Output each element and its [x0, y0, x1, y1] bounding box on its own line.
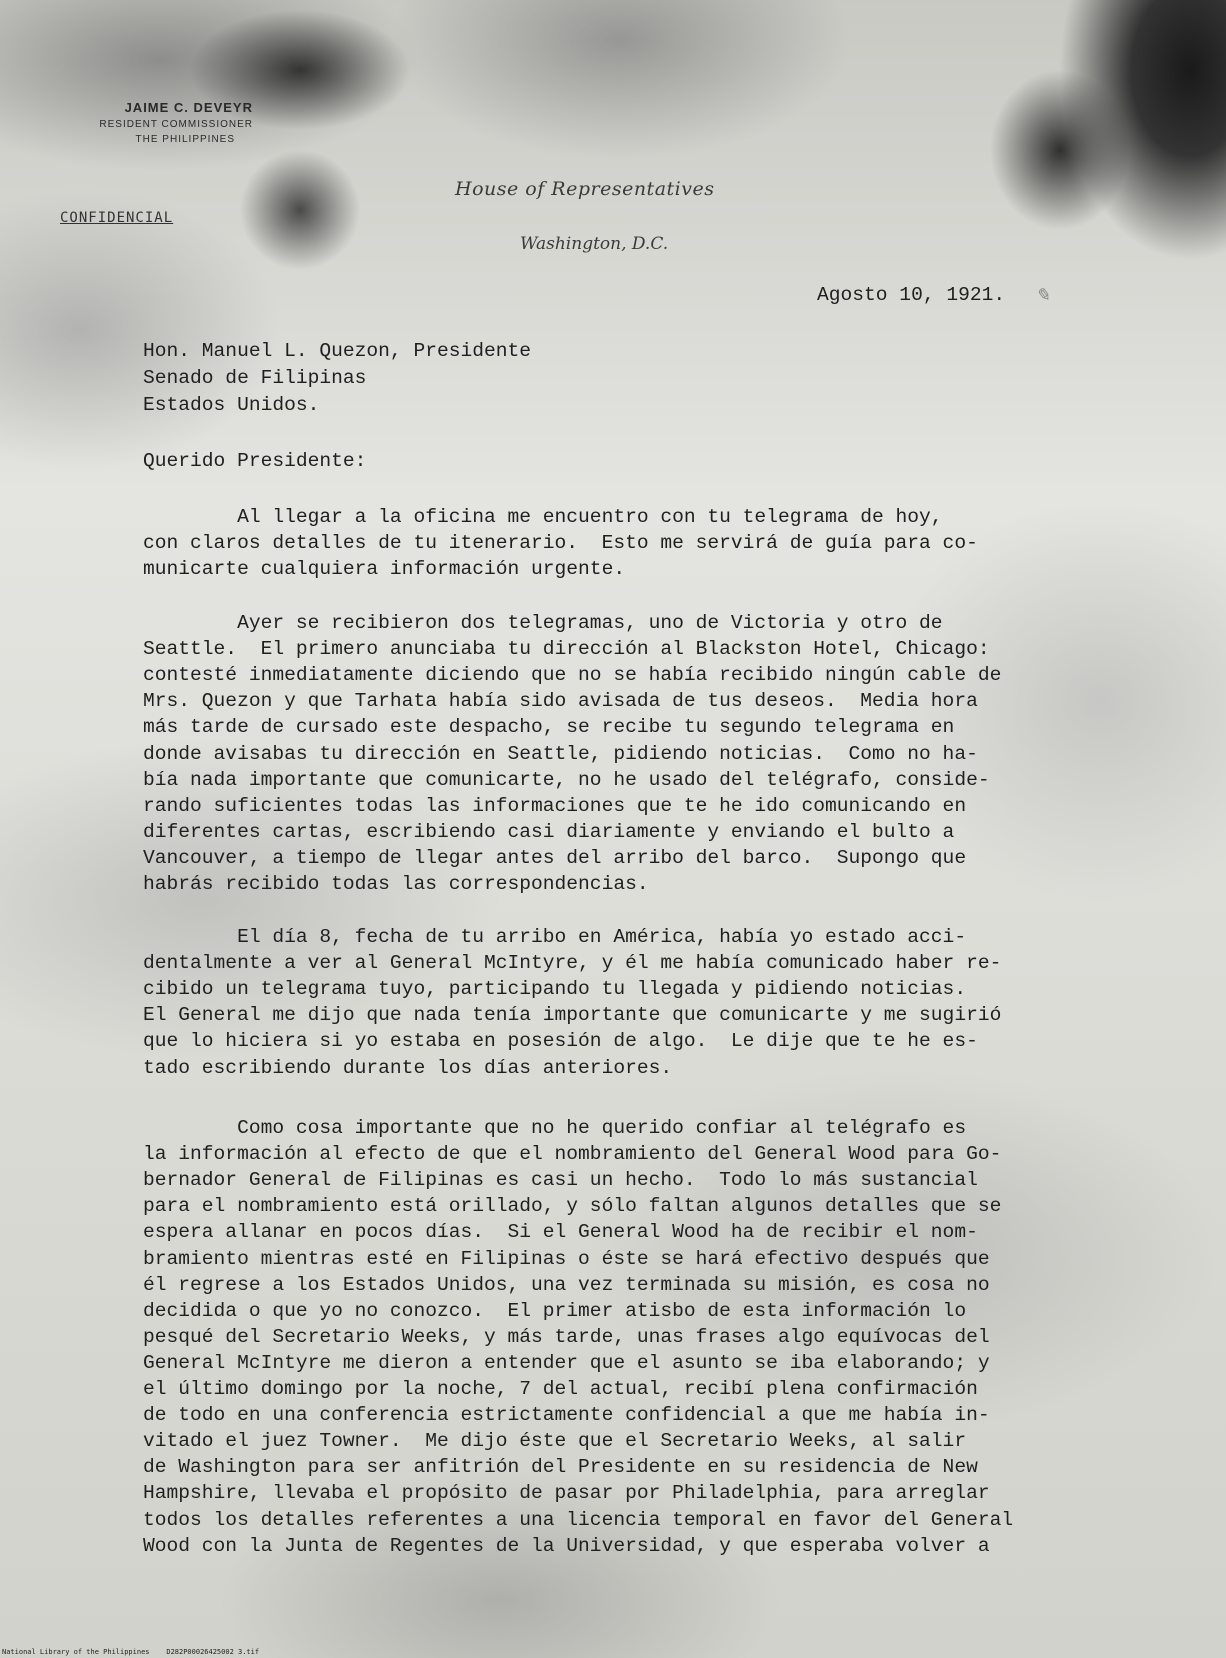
pencil-mark: ✎ — [1035, 285, 1051, 306]
letter-text-line: Al llegar a la oficina me encuentro con tu telegrama de hoy, — [143, 506, 943, 528]
letterhead-name: JAIME C. DEVEYR — [124, 100, 253, 115]
letter-text-line: habrás recibido todas las correspondencias. — [143, 873, 649, 895]
address-line-1: Hon. Manuel L. Quezon, Presidente — [143, 340, 532, 362]
letter-text-line: que lo hiciera si yo estaba en posesión de algo. Le dije que te he es- — [143, 1030, 978, 1053]
letter-text-line: municarte cualquiera información urgente. — [143, 558, 626, 581]
archive-footer: National Library of the Philippines D282P00026425002 3.tif — [2, 1648, 260, 1656]
letter-text-line: la información al efecto de que el nombramiento del General Wood para Go- — [143, 1143, 1002, 1166]
letterhead-subtitle: THE PHILIPPINES — [135, 134, 235, 145]
letter-text-line: pesqué del Secretario Weeks, y más tarde, unas frases algo equívocas del — [143, 1325, 990, 1348]
letter-text-line: más tarde de cursado este despacho, se recibe tu segundo telegrama en — [143, 716, 955, 739]
letter-text-line: dentalmente a ver al General McIntyre, y él me había comunicado haber re- — [143, 952, 1002, 975]
letter-text-line: contesté inmediatamente diciendo que no se había recibido ningún cable de — [143, 664, 1002, 687]
letter-text-line: de todo en una conferencia estrictamente confidencial a que me había in- — [143, 1404, 990, 1427]
letter-text-line: El día 8, fecha de tu arribo en América, había yo estado acci- — [143, 926, 967, 948]
letterhead — [38, 100, 253, 145]
salutation: Querido Presidente: — [143, 450, 367, 472]
address-line-3: Estados Unidos. — [143, 394, 320, 416]
letter-date: Agosto 10, 1921. — [817, 284, 1006, 306]
letter-text-line: diferentes cartas, escribiendo casi diariamente y enviando el bulto a — [143, 820, 955, 843]
address-line-2: Senado de Filipinas — [143, 367, 367, 389]
letter-text-line: Wood con la Junta de Regentes de la Universidad, y que esperaba volver a — [143, 1534, 990, 1557]
letter-text-line: de Washington para ser anfitrión del Presidente en su residencia de New — [143, 1456, 978, 1479]
letter-text-line: donde avisabas tu dirección en Seattle, pidiendo noticias. Como no ha- — [143, 742, 978, 765]
letter-text-line: decidida o que yo no conozco. El primer atisbo de esta información lo — [143, 1299, 967, 1322]
letter-text-line: para el nombramiento está orillado, y sólo faltan algunos detalles que se — [143, 1195, 1002, 1218]
letter-text-line: cibido un telegrama tuyo, participando tu llegada y pidiendo noticias. — [143, 978, 967, 1001]
letter-text-line: espera allanar en pocos días. Si el General Wood ha de recibir el nom- — [143, 1221, 978, 1244]
letter-text-line: rando suficientes todas las informaciones que te he ido comunicando en — [143, 794, 967, 817]
letter-text-line: todos los detalles referentes a una licencia temporal en favor del General — [143, 1508, 1014, 1531]
letter-text-line: con claros detalles de tu itenerario. Esto me servirá de guía para co- — [143, 532, 978, 555]
letter-text-line: Como cosa importante que no he querido confiar al telégrafo es — [143, 1117, 967, 1139]
letter-text-line: vitado el juez Towner. Me dijo éste que el Secretario Weeks, al salir — [143, 1430, 967, 1453]
letter-text-line: Seattle. El primero anunciaba tu dirección al Blackston Hotel, Chicago: — [143, 638, 990, 661]
letter-text-line: bía nada importante que comunicarte, no he usado del telégrafo, conside- — [143, 768, 990, 791]
city-heading: Washington, D.C. — [520, 234, 669, 254]
letter-text-line: el último domingo por la noche, 7 del actual, recibí plena confirmación — [143, 1378, 978, 1400]
letter-text-line: General McIntyre me dieron a entender que el asunto se iba elaborando; y — [143, 1351, 990, 1374]
letter-text-line: Ayer se recibieron dos telegramas, uno de Victoria y otro de — [143, 612, 943, 634]
letter-text-line: El General me dijo que nada tenía importante que comunicarte y me sugirió — [143, 1004, 1002, 1027]
letter-text-line: bernador General de Filipinas es casi un hecho. Todo lo más sustancial — [143, 1169, 978, 1192]
house-heading: House of Representatives — [455, 178, 715, 200]
letter-text-line: bramiento mientras esté en Filipinas o éste se hará efectivo después que — [143, 1247, 990, 1270]
letter-text-line: él regrese a los Estados Unidos, una vez terminada su misión, es cosa no — [143, 1273, 990, 1296]
letter-text-line: Vancouver, a tiempo de llegar antes del arribo del barco. Supongo que — [143, 846, 967, 869]
letter-text-line: Mrs. Quezon y que Tarhata había sido avisada de tus deseos. Media hora — [143, 690, 978, 713]
confidential-stamp: CONFIDENCIAL — [60, 210, 174, 226]
letter-text-line: tado escribiendo durante los días anteriores. — [143, 1056, 673, 1079]
letter-text-line: Hampshire, llevaba el propósito de pasar por Philadelphia, para arreglar — [143, 1482, 990, 1505]
letterhead-title: RESIDENT COMMISSIONER — [99, 119, 253, 130]
